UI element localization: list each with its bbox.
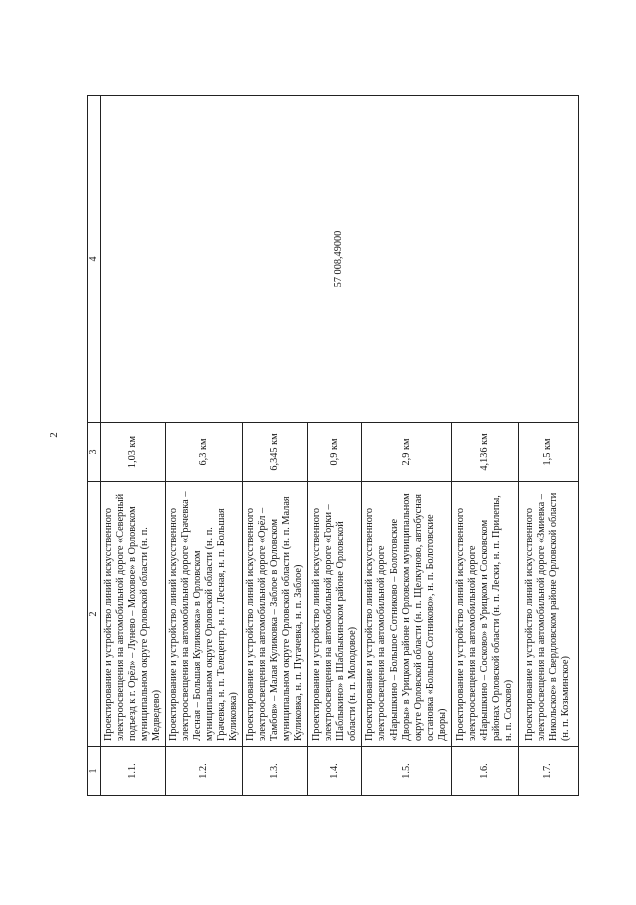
row-length: 1,03 км bbox=[100, 423, 165, 482]
header-row bbox=[88, 96, 101, 796]
row-number: 1.1. bbox=[100, 747, 165, 796]
row-length: 6,345 км bbox=[243, 423, 308, 482]
row-number: 1.5. bbox=[362, 747, 451, 796]
row-number: 1.2. bbox=[165, 747, 242, 796]
road-lighting-table bbox=[87, 95, 579, 796]
row-description: Проектирование и устройство линий искусственного электроосвещения на автомобильной дороге «Нарышкино – Сосково» в Урицком и Сосковском районах Орловской области (н. п. Лески, н. п. Прилепы, н. п. Сосково) bbox=[451, 482, 518, 747]
row-length: 2,9 км bbox=[362, 423, 451, 482]
row-description: Проектирование и устройство линий искусственного электроосвещения на автомобильной дороге «Северный подъезд к г. Орёл» – Лунево – Моховое» в Орловском муниципальном округе Орловской области (н. п. Медведево) bbox=[100, 482, 165, 747]
header-col-1: 1 bbox=[88, 747, 101, 796]
row-description: Проектирование и устройство линий искусственного электроосвещения на автомобильной дороге «Горки – Шаблыкино» в Шаблыкинском районе Орловской области (н. п. Молодовое) bbox=[308, 482, 362, 747]
header-col-4: 4 bbox=[88, 96, 101, 423]
row-length: 6,3 км bbox=[165, 423, 242, 482]
row-length: 4,136 км bbox=[451, 423, 518, 482]
row-description: Проектирование и устройство линий искусственного электроосвещения на автомобильной дороге «Змиевка – Никольское» в Свердловском районе Орловской области (н. п. Козьминское) bbox=[518, 482, 578, 747]
header-col-2: 2 bbox=[88, 482, 101, 747]
page-number: 2 bbox=[48, 432, 60, 438]
total-cost: 57 008,49000 bbox=[100, 96, 578, 423]
row-description: Проектирование и устройство линий искусственного электроосвещения на автомобильной дороге «Орёл – Тамбов» – Малая Куликовка – Заблое в Орловском муниципальном округе Орловской области (н. п. Малая Куликовка, н. п. Пугачевка, н. п. Заблое) bbox=[243, 482, 308, 747]
row-number: 1.4. bbox=[308, 747, 362, 796]
row-number: 1.7. bbox=[518, 747, 578, 796]
rotated-table-wrapper bbox=[87, 96, 572, 796]
row-description: Проектирование и устройство линий искусственного электроосвещения на автомобильной дороге «Грачевка – Лесная – Большая Куликовка» в Орловском муниципальном округе Орловской области (н. п. Грачевка, н. п. Телецентр, н. п. Лесная, н. п. Большая Куликовка) bbox=[165, 482, 242, 747]
row-length: 0,9 км bbox=[308, 423, 362, 482]
row-description: Проектирование и устройство линий искусственного электроосвещения на автомобильной дороге «Нарышкино – Большое Сотниково – Болотовские Дворы» в Урицком районе и Орловском муниципальном округе Орловской области (н. п. Щелкуново, автобусная остановка «Большое Сотниково», н. п. Болотовские Дворы) bbox=[362, 482, 451, 747]
row-number: 1.6. bbox=[451, 747, 518, 796]
header-col-3: 3 bbox=[88, 423, 101, 482]
row-number: 1.3. bbox=[243, 747, 308, 796]
table-row bbox=[100, 96, 165, 796]
row-length: 1,5 км bbox=[518, 423, 578, 482]
